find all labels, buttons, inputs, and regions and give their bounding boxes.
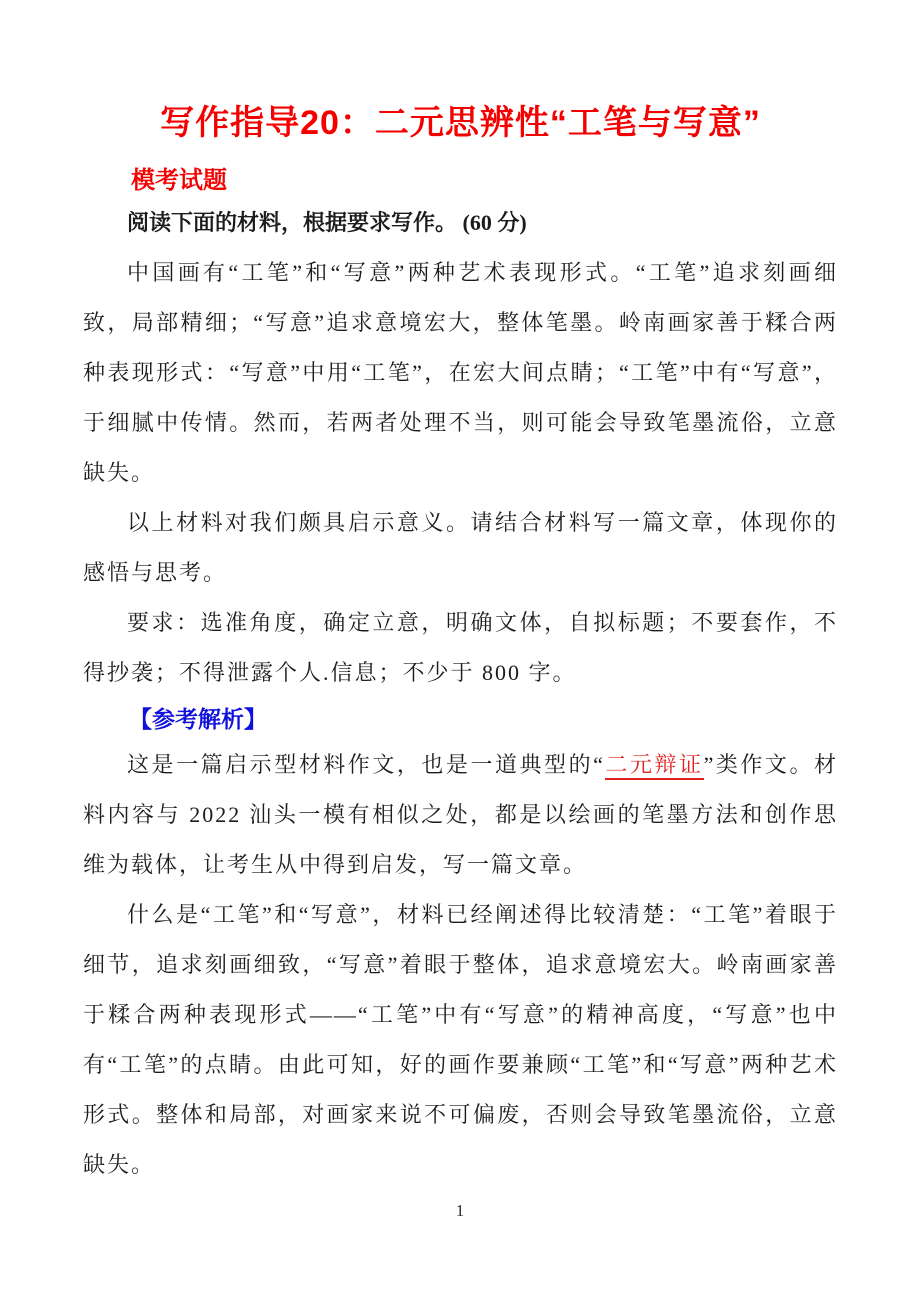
analysis-paragraph-1 [83,740,838,890]
analysis-paragraph-1-text-after: ”类作文。材料内容与 2022 汕头一模有相似之处，都是以绘画的笔墨方法和创作思维为载体，让考生从中得到启发，写一篇文章。 [83,752,838,877]
instruction-paragraph: 以上材料对我们颇具启示意义。请结合材料写一篇文章，体现你的感悟与思考。 [83,510,838,585]
exam-prompt-line: 阅读下面的材料，根据要求写作。 (60 分) [127,210,527,235]
page-number: 1 [455,1201,465,1220]
material-paragraph: 中国画有“工笔”和“写意”两种艺术表现形式。“工笔”追求刻画细致，局部精细；“写意”追求意境宏大，整体笔墨。岭南画家善于糅合两种表现形式：“写意”中用“工笔”，在宏大间点睛；“工笔”中有“写意”，于细腻中传情。然而，若两者处理不当，则可能会导致笔墨流俗，立意缺失。 [83,260,838,485]
analysis-paragraph-1-text-before: 这是一篇启示型材料作文，也是一道典型的“ [127,752,605,777]
highlighted-term-binary-dialectic: 二元辩证 [605,752,704,780]
section-heading-mock-exam: 模考试题 [131,167,227,194]
page-title: 写作指导20：二元思辨性“工笔与写意” [160,104,761,142]
section-heading-reference-analysis: 【参考解析】 [129,706,267,732]
requirements-paragraph: 要求：选准角度，确定立意，明确文体，自拟标题；不要套作，不得抄袭；不得泄露个人.信息；不少于 800 字。 [83,610,838,685]
analysis-paragraph-2: 什么是“工笔”和“写意”，材料已经阐述得比较清楚：“工笔”着眼于细节，追求刻画细致，“写意”着眼于整体，追求意境宏大。岭南画家善于糅合两种表现形式——“工笔”中有“写意”的精神高度，“写意”也中有“工笔”的点睛。由此可知，好的画作要兼顾“工笔”和“写意”两种艺术形式。整体和局部，对画家来说不可偏废，否则会导致笔墨流俗，立意缺失。 [83,902,838,1177]
